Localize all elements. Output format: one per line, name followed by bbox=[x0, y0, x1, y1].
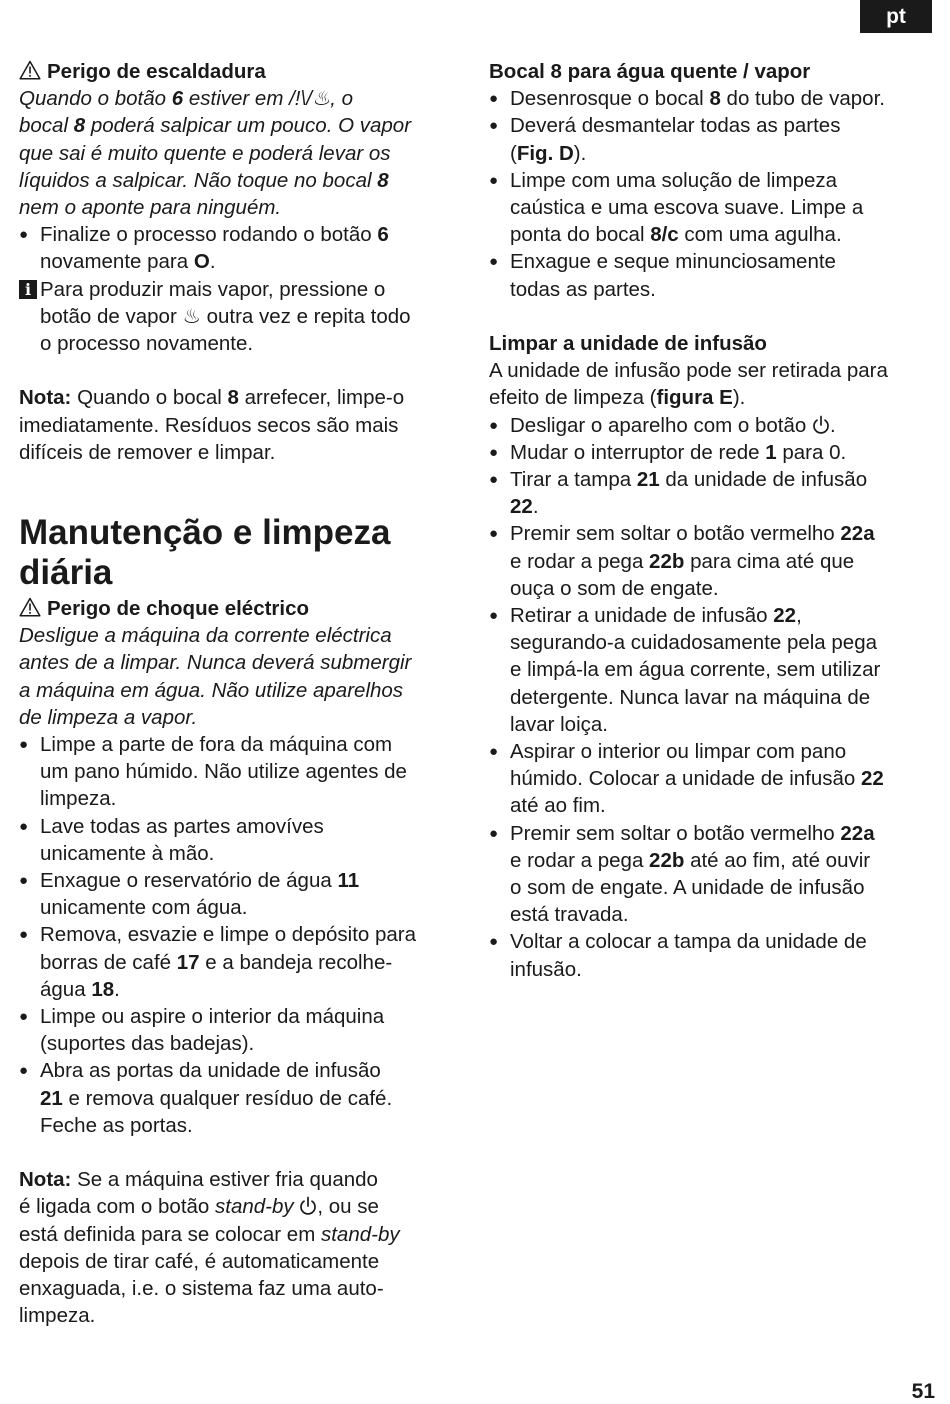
list-item: ● Mudar o interruptor de rede 1 para 0. bbox=[489, 439, 935, 466]
power-icon bbox=[812, 415, 830, 435]
scald-warning-title: Perigo de escaldadura bbox=[19, 58, 469, 85]
brew-unit-intro: A unidade de infusão pode ser retirada para efeito de limpeza (figura E). bbox=[489, 359, 888, 410]
steam-position-symbol: /!\/♨ bbox=[289, 87, 331, 111]
list-item: ● Limpe a parte de fora da máquina com um pano húmido. Não utilize agentes de limpeza. bbox=[19, 731, 469, 813]
section-heading: Manutenção e limpeza diária bbox=[19, 513, 391, 593]
power-icon bbox=[299, 1196, 317, 1216]
list-item: ● Limpe ou aspire o interior da máquina (suportes das badejas). bbox=[19, 1003, 469, 1057]
list-item: ● Aspirar o interior ou limpar com pano húmido. Colocar a unidade de infusão 22 até ao fim. bbox=[489, 738, 935, 820]
list-item: ● Abra as portas da unidade de infusão 21 e remova qualquer resíduo de café. Feche as portas. bbox=[19, 1057, 469, 1139]
list-item: ● Enxague o reservatório de água 11 unicamente com água. bbox=[19, 867, 469, 921]
list-item: ● Voltar a colocar a tampa da unidade de infusão. bbox=[489, 928, 935, 982]
warning-triangle-icon bbox=[19, 597, 41, 617]
shock-warning-title: Perigo de choque eléctrico bbox=[19, 595, 469, 622]
list-item: ● Deverá desmantelar todas as partes (Fig. D). bbox=[489, 112, 935, 166]
note-standby: Nota: Se a máquina estiver fria quando é ligada com o botão stand-by , ou se está definida para se colocar em stand-by depois de tirar café, é automaticamente enxaguada, i.e. o sistema faz uma auto- limpeza. bbox=[19, 1168, 400, 1328]
list-item: ● Tirar a tampa 21 da unidade de infusão 22. bbox=[489, 466, 935, 520]
list-item: ● Desenrosque o bocal 8 do tubo de vapor. bbox=[489, 85, 935, 112]
info-icon: i bbox=[19, 280, 37, 299]
list-item: ● Retirar a unidade de infusão 22, segurando-a cuidadosamente pela pega e limpá-la em água corrente, sem utilizar detergente. Nunca lavar na máquina de lavar loiça. bbox=[489, 602, 935, 738]
note-cooling: Nota: Quando o bocal 8 arrefecer, limpe-o imediatamente. Resíduos secos são mais difíceis de remover e limpar. bbox=[19, 386, 405, 464]
list-item: ● Premir sem soltar o botão vermelho 22a e rodar a pega 22b até ao fim, até ouvir o som de engate. A unidade de infusão está travada. bbox=[489, 820, 935, 929]
list-item: ● Remova, esvazie e limpe o depósito para borras de café 17 e a bandeja recolhe- água 18. bbox=[19, 921, 469, 1003]
list-item: ● Premir sem soltar o botão vermelho 22a e rodar a pega 22b para cima até que ouça o som de engate. bbox=[489, 520, 935, 602]
list-item: ● Lave todas as partes amovíves unicamente à mão. bbox=[19, 813, 469, 867]
page-number: 51 bbox=[911, 1380, 935, 1403]
shock-warning-text: Desligue a máquina da corrente eléctrica antes de a limpar. Nunca deverá submergir a máquina em água. Não utilize aparelhos de limpeza a vapor. bbox=[19, 624, 412, 729]
list-item: ● Limpe com uma solução de limpeza caústica e uma escova suave. Limpe a ponta do bocal 8/c com uma agulha. bbox=[489, 167, 935, 249]
list-item: ● Finalize o processo rodando o botão 6 novamente para O. bbox=[19, 221, 469, 275]
warning-triangle-icon bbox=[19, 60, 41, 80]
right-column bbox=[489, 58, 935, 983]
list-item: ● Enxague e seque minunciosamente todas as partes. bbox=[489, 248, 935, 302]
steam-icon: ♨ bbox=[182, 304, 201, 328]
scald-warning-text: Quando o botão 6 estiver em /!\/♨, o bocal 8 poderá salpicar um pouco. O vapor que sai é muito quente e poderá levar os líquidos a salpicar. Não toque no bocal 8 nem o aponte para ninguém. bbox=[19, 87, 412, 220]
list-item: ● Desligar o aparelho com o botão . bbox=[489, 412, 935, 439]
language-tab: pt bbox=[860, 0, 932, 33]
nozzle-section-title: Bocal 8 para água quente / vapor bbox=[489, 60, 811, 83]
brew-unit-section-title: Limpar a unidade de infusão bbox=[489, 332, 767, 356]
left-column bbox=[19, 58, 469, 1330]
info-note: i Para produzir mais vapor, pressione o botão de vapor ♨ outra vez e repita todo o processo novamente. bbox=[19, 276, 469, 358]
